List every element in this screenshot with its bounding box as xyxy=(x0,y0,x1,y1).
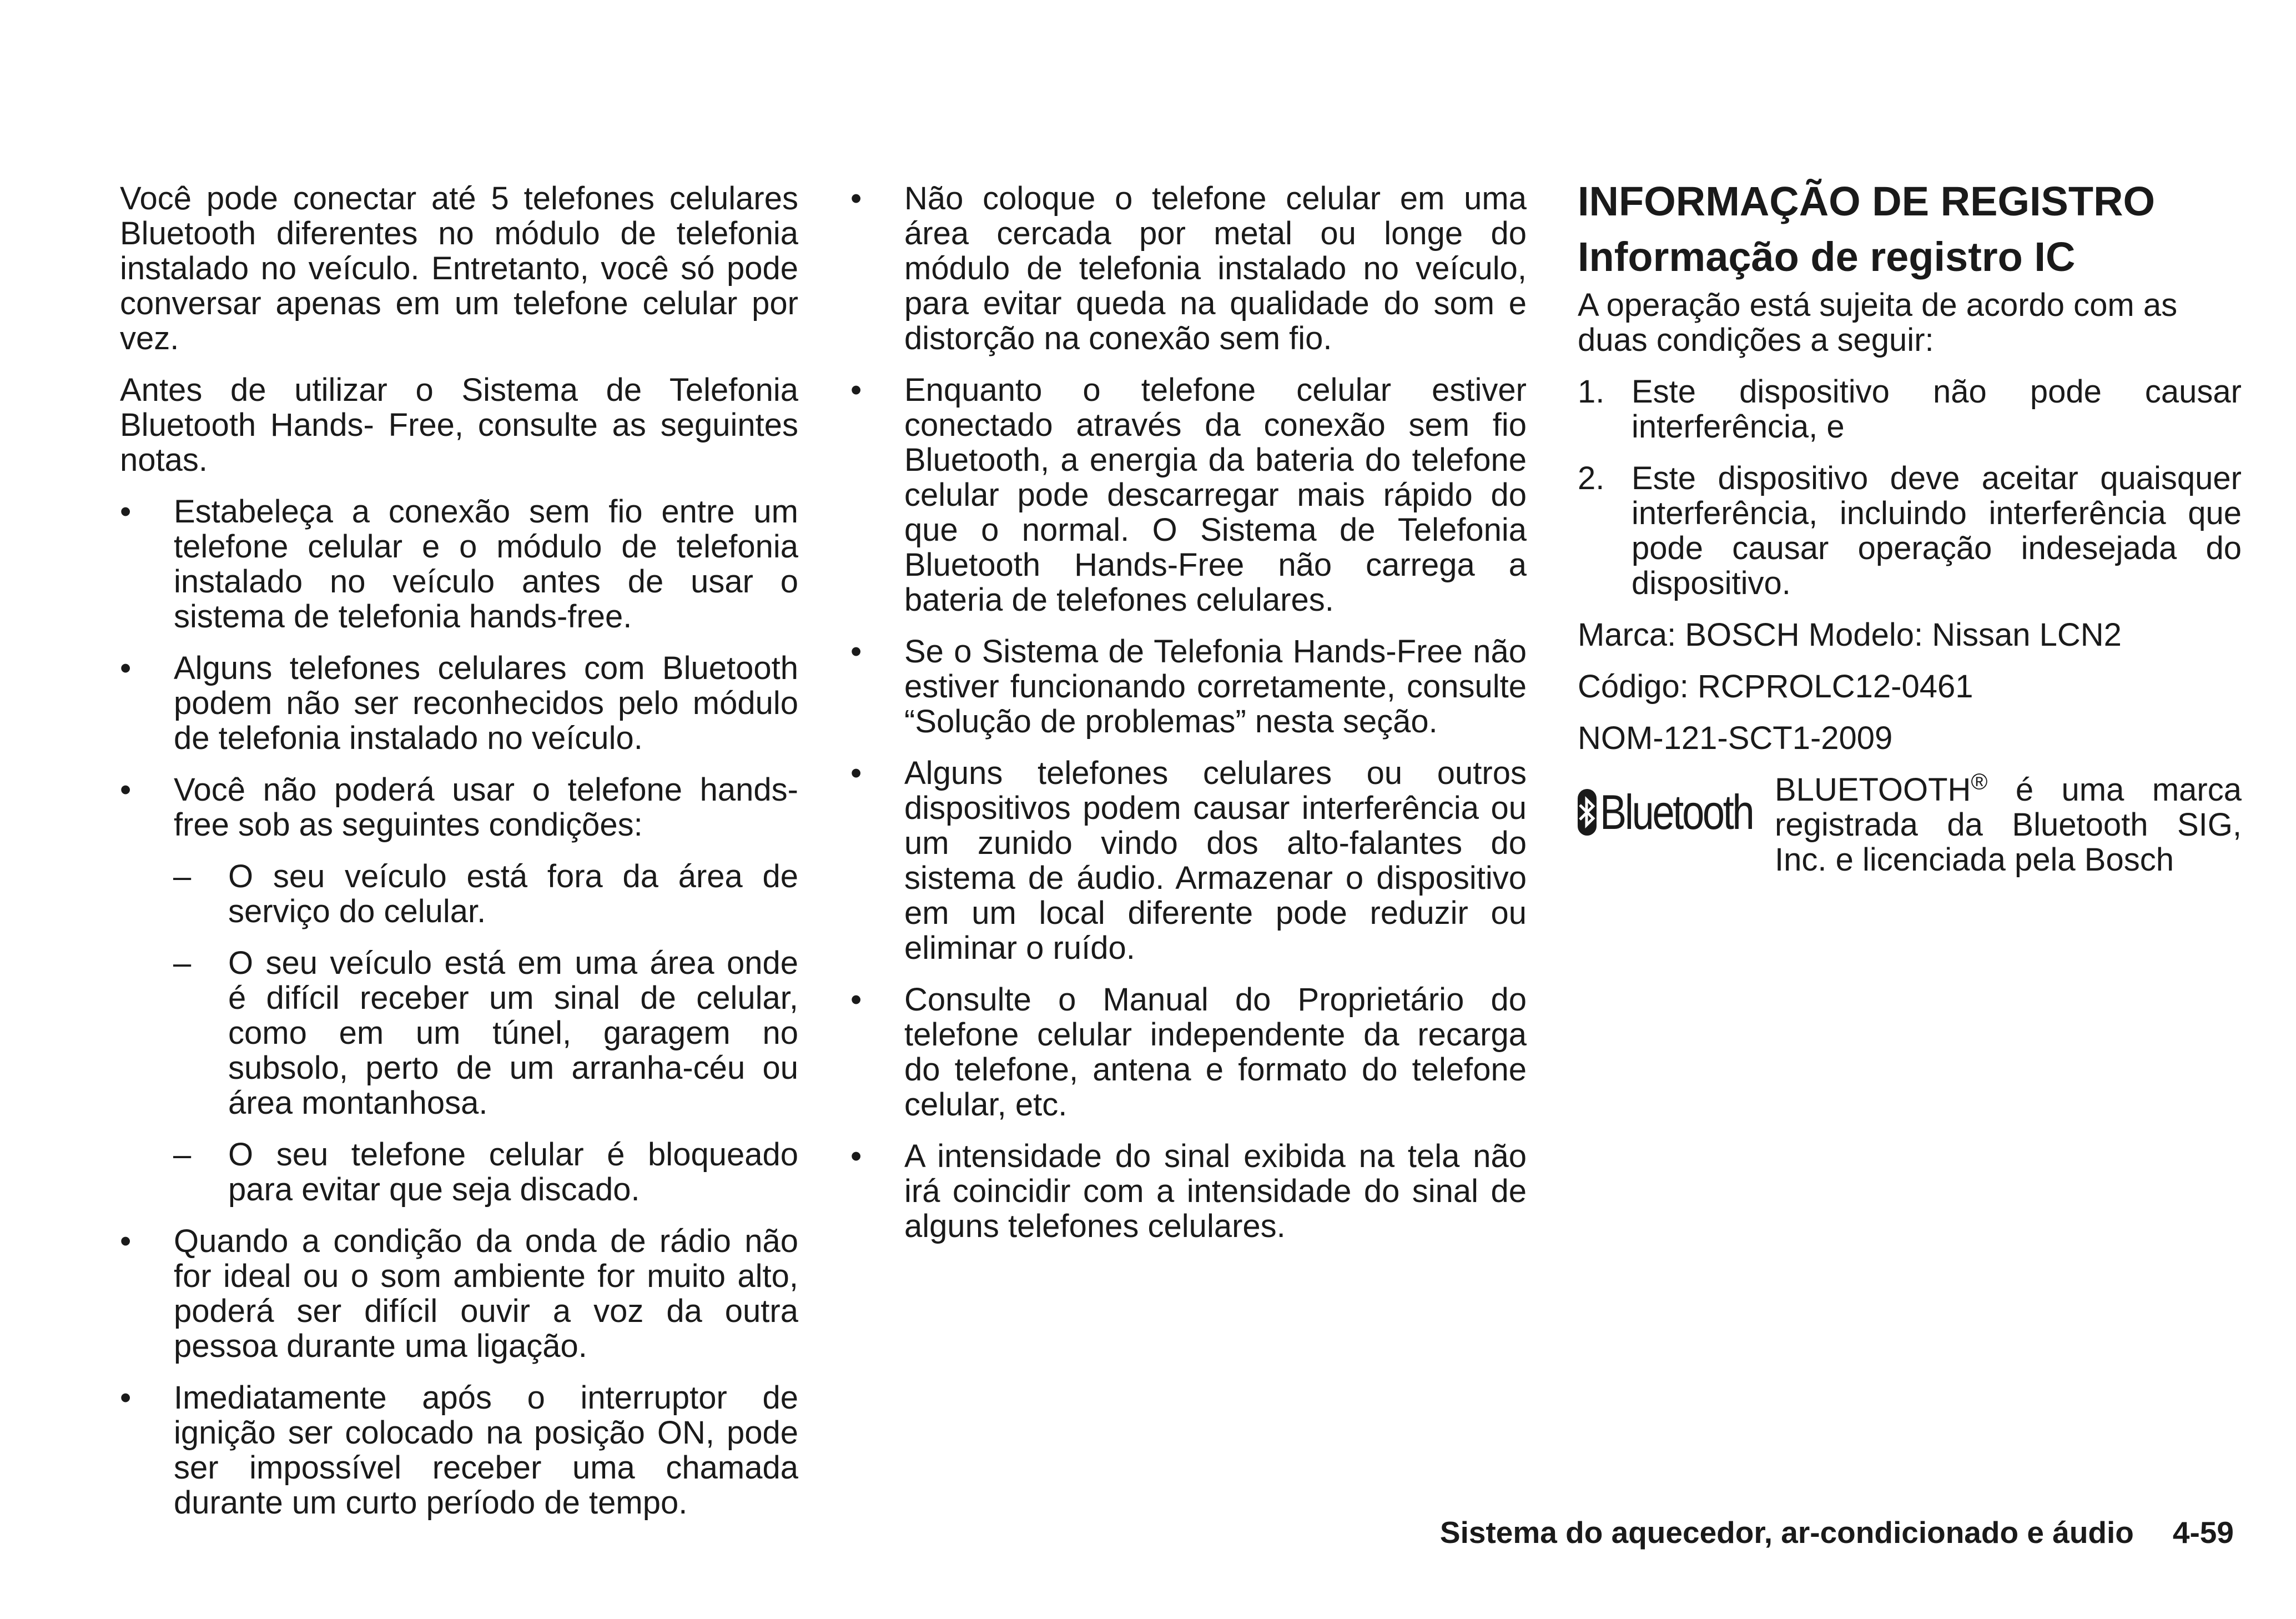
list-item: • Alguns telefones celulares com Bluetooth podem não ser reconhecidos pelo módulo de telefonia instalado no veículo. xyxy=(120,651,798,756)
section-subheading: Informação de registro IC xyxy=(1578,234,2076,280)
trademark-name: BLUETOOTH xyxy=(1775,772,1971,808)
page-number: 4-59 xyxy=(2172,1515,2234,1550)
list-item: • Se o Sistema de Telefonia Hands-Free não estiver funcionando corretamente, consulte “Solução de problemas” nesta seção. xyxy=(850,634,1527,739)
bullet-list-b xyxy=(120,1224,798,1520)
registered-mark: ® xyxy=(1971,768,1988,795)
list-item: – O seu veículo está fora da área de serviço do celular. xyxy=(120,859,798,929)
list-item: • Não coloque o telefone celular em uma área cercada por metal ou longe do módulo de telefonia instalado no veículo, para evitar queda na qualidade do som e distorção na conexão sem fio. xyxy=(850,181,1527,356)
list-number: 1. xyxy=(1578,374,1605,410)
list-text: Este dispositivo não pode causar interferência, e xyxy=(1632,374,2242,445)
dash-list xyxy=(120,859,798,1207)
bluetooth-logo xyxy=(1578,785,1775,839)
bluetooth-trademark-block xyxy=(1578,768,2242,878)
list-item: – O seu veículo está em uma área onde é difícil receber um sinal de celular, como em um túnel, garagem no subsolo, perto de um arranha-céu ou área montanhosa. xyxy=(120,946,798,1120)
column-right xyxy=(1578,177,2242,877)
conditions-list xyxy=(1578,374,2242,601)
list-item: • Enquanto o telefone celular estiver conectado através da conexão sem fio Bluetooth, a energia da bateria do telefone celular pode descarregar mais rápido do que o normal. O Sistema de Telefonia Bluetooth Hands-Free não carrega a bateria de telefones celulares. xyxy=(850,373,1527,617)
footer-section-title: Sistema do aquecedor, ar-condicionado e áudio xyxy=(1439,1515,2134,1550)
list-item: • Você não poderá usar o telefone hands-free sob as seguintes condições: xyxy=(120,772,798,842)
column-left xyxy=(120,181,798,1537)
code-line: Código: RCPROLC12-0461 xyxy=(1578,668,1973,705)
conditions-intro: A operação está sujeita de acordo com as duas condições a seguir: xyxy=(1578,287,2178,358)
nom-line: NOM-121-SCT1-2009 xyxy=(1578,720,1893,756)
intro-paragraph: Você pode conectar até 5 telefones celulares Bluetooth diferentes no módulo de telefonia instalado no veículo. Entretanto, você só pode conversar apenas em um telefone celular por vez. xyxy=(120,180,798,356)
list-item: • Consulte o Manual do Proprietário do telefone celular independente da recarga do telefone, antena e formato do telefone celular, etc. xyxy=(850,982,1527,1122)
brand-model-line: Marca: BOSCH Modelo: Nissan LCN2 xyxy=(1578,617,2122,653)
list-item: • Alguns telefones celulares ou outros dispositivos podem causar interferência ou um zunido vindo dos alto-falantes do sistema de áudio. Armazenar o dispositivo em um local diferente pode reduzir ou eliminar o ruído. xyxy=(850,756,1527,966)
list-item: • A intensidade do sinal exibida na tela não irá coincidir com a intensidade do sinal de alguns telefones celulares. xyxy=(850,1139,1527,1244)
bullet-list-a xyxy=(120,494,798,842)
trademark-notice xyxy=(1775,768,2242,878)
page-footer xyxy=(1440,1515,2234,1550)
column-middle xyxy=(850,181,1527,1260)
list-number: 2. xyxy=(1578,460,1605,496)
list-text: Este dispositivo deve aceitar quaisquer interferência, incluindo interferência que pode causar operação indesejada do dispositivo. xyxy=(1632,460,2242,601)
section-heading: INFORMAÇÃO DE REGISTRO xyxy=(1578,178,2156,224)
list-item xyxy=(1578,461,2242,601)
list-item xyxy=(1578,374,2242,444)
notes-intro-paragraph: Antes de utilizar o Sistema de Telefonia Bluetooth Hands- Free, consulte as seguintes notas. xyxy=(120,372,798,478)
bluetooth-logo-text: Bluetooth xyxy=(1600,785,1753,839)
list-item: • Quando a condição da onda de rádio não for ideal ou o som ambiente for muito alto, poderá ser difícil ouvir a voz da outra pessoa durante uma ligação. xyxy=(120,1224,798,1364)
list-item: • Imediatamente após o interruptor de ignição ser colocado na posição ON, pode ser impossível receber uma chamada durante um curto período de tempo. xyxy=(120,1380,798,1520)
bullet-list-c xyxy=(850,181,1527,1244)
list-item: – O seu telefone celular é bloqueado para evitar que seja discado. xyxy=(120,1137,798,1207)
list-item: • Estabeleça a conexão sem fio entre um telefone celular e o módulo de telefonia instalado no veículo antes de usar o sistema de telefonia hands-free. xyxy=(120,494,798,634)
trademark-text: é uma marca registrada da Bluetooth SIG, Inc. e licenciada pela Bosch xyxy=(1775,772,2242,878)
bluetooth-icon xyxy=(1578,789,1597,836)
